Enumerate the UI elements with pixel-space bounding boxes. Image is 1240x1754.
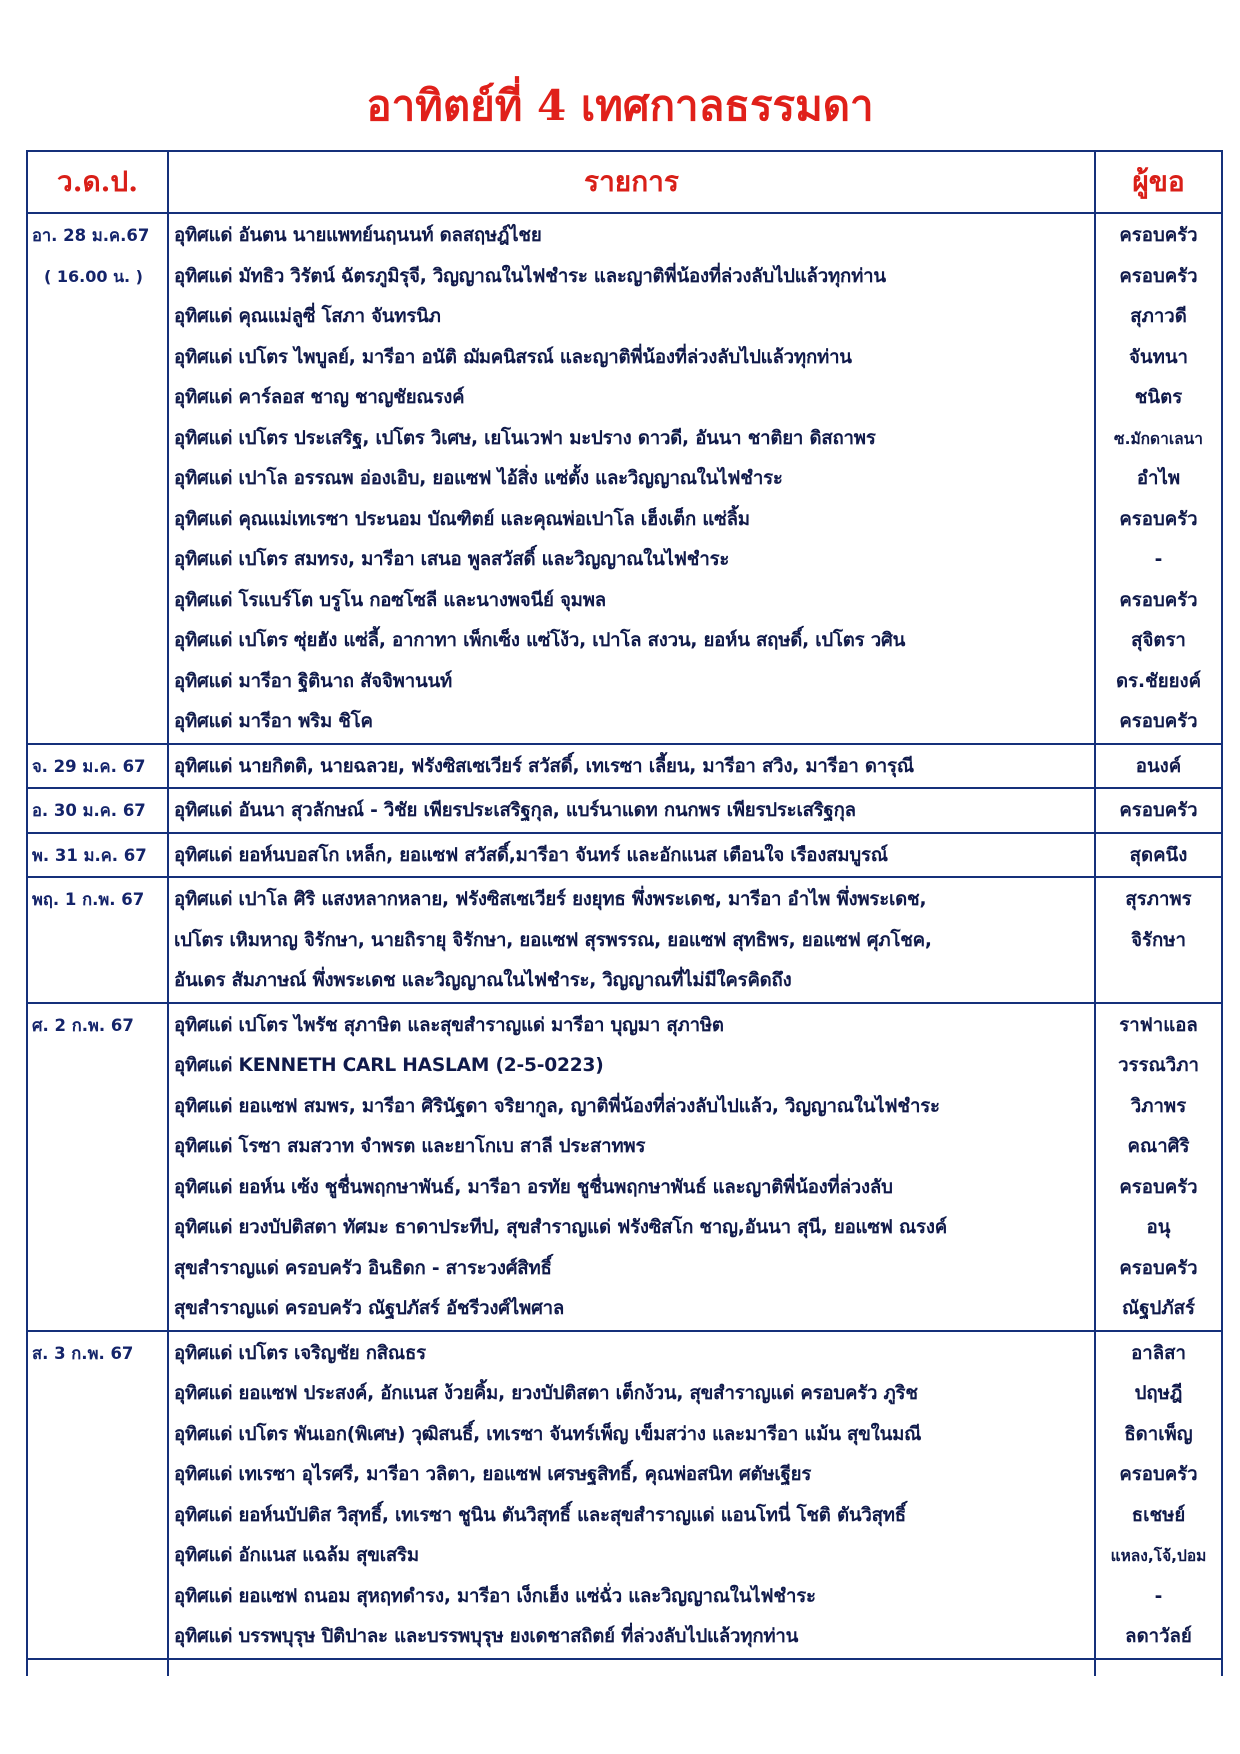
requester-name: จิรักษา — [1131, 929, 1186, 951]
requester-name: แหลง,โจ้,ปอม — [1110, 1547, 1207, 1565]
intention-line: สุขสำราญแด่ ครอบครัว ณัฐปภัสร์ อัชรีวงศ์ไพศาล — [174, 1298, 565, 1319]
header-date: ว.ด.ป. — [27, 151, 168, 213]
requester-name: ครอบครัว — [1119, 265, 1198, 287]
date-text: ศ. 2 ก.พ. 67 — [32, 1015, 134, 1035]
intention-line: อุทิศแด่ เปโตร สมทรง, มารีอา เสนอ พูลสวัสดิ์ และวิญญาณในไฟชำระ — [174, 549, 730, 570]
items-cell — [168, 1003, 1095, 1331]
intention-line: อุทิศแด่ KENNETH CARL HASLAM (2-5-0223) — [174, 1055, 604, 1076]
requester-name: ราฟาแอล — [1119, 1014, 1198, 1036]
date-cell — [27, 744, 168, 789]
requester-name: จันทนา — [1128, 346, 1188, 368]
intention-line: อุทิศแด่ ยอแซฟ ถนอม สุหฤทดำรง, มารีอา เง็กเฮ็ง แซ่ฉั่ว และวิญญาณในไฟชำระ — [174, 1585, 816, 1607]
date-text: อา. 28 ม.ค.67 — [32, 226, 150, 245]
requester-cell — [1095, 1331, 1222, 1659]
requester-name: ปฤษฎี — [1134, 1383, 1183, 1404]
requester-name: คณาศิริ — [1127, 1136, 1190, 1157]
intention-line: อุทิศแด่ เปโตร เจริญชัย กสิณธร — [174, 1342, 426, 1364]
table-body — [27, 213, 1222, 1676]
intention-line: อุทิศแด่ อักแนส แฉล้ม สุขเสริม — [174, 1545, 419, 1566]
intention-line: อุทิศแด่ เทเรซา อุไรศรี, มารีอา วลิตา, ยอแซฟ เศรษฐสิทธิ์, คุณพ่อสนิท ศตัษเฐียร — [174, 1464, 812, 1485]
requester-cell — [1095, 1003, 1222, 1331]
date-cell — [27, 1003, 168, 1331]
requester-name: ครอบครัว — [1119, 711, 1198, 732]
requester-name: ณัฐปภัสร์ — [1122, 1298, 1195, 1319]
requester-name: สุดคนึง — [1129, 844, 1188, 866]
requester-name: ซ.มักดาเลนา — [1114, 429, 1203, 448]
requester-cell — [1095, 213, 1222, 744]
intention-line: อุทิศแด่ นายกิตติ, นายฉลวย, ฟรังซิสเซเวียร์ สวัสดิ์, เทเรซา เลี้ยน, มารีอา สวิง, มารีอา ดารุณี — [174, 755, 914, 777]
date-text: อ. 30 ม.ค. 67 — [32, 801, 146, 820]
intention-line: สุขสำราญแด่ ครอบครัว อินธิดก - สาระวงศ์สิทธิ์ — [174, 1257, 552, 1279]
intention-line: อุทิศแด่ ยอห์นบอสโก เหล็ก, ยอแซฟ สวัสดิ์,มารีอา จันทร์ และอักแนส เตือนใจ เรืองสมบูรณ์ — [174, 844, 888, 866]
date-text: ส. 3 ก.พ. 67 — [32, 1343, 134, 1363]
requester-name: ครอบครัว — [1119, 589, 1198, 611]
requester-name: ครอบครัว — [1119, 800, 1198, 821]
date-cell — [27, 788, 168, 833]
requester-name: ครอบครัว — [1119, 508, 1198, 530]
date-cell — [27, 877, 168, 1003]
intention-line: อุทิศแด่ เปโตร ไพรัช สุภาษิต และสุขสำราญแด่ มารีอา บุญมา สุภาษิต — [174, 1014, 724, 1036]
requester-name: สุภาวดี — [1130, 306, 1187, 327]
intention-line: อุทิศแด่ เปโตร ซุ่ยฮัง แซ่ลี้, อากาทา เพ็กเซ็ง แซ่โง้ว, เปาโล สงวน, ยอห์น สฤษดิ์, เปโตร วศิน — [174, 630, 906, 651]
requester-name: อนุ — [1146, 1217, 1171, 1238]
intention-line: อุทิศแด่ โรแบร์โต บรูโน กอซโซลี และนางพจนีย์ จุมพล — [174, 589, 606, 611]
intention-line: อุทิศแด่ อันนา สุวลักษณ์ - วิชัย เพียรประเสริฐกุล, แบร์นาแดท กนกพร เพียรประเสริฐกุล — [174, 800, 856, 821]
empty-cell — [27, 1659, 168, 1676]
requester-name: - — [1154, 549, 1163, 570]
requester-cell — [1095, 833, 1222, 878]
table-row — [27, 744, 1222, 789]
page-title: อาทิตย์ที่ 4 เทศกาลธรรมดา — [366, 81, 874, 130]
requester-cell — [1095, 788, 1222, 833]
requester-name: อาลิสา — [1131, 1342, 1186, 1364]
date-text: พ. 31 ม.ค. 67 — [32, 845, 147, 865]
time-text: ( 16.00 น. ) — [44, 266, 143, 286]
requester-cell — [1095, 744, 1222, 789]
date-cell — [27, 833, 168, 878]
requester-name: ครอบครัว — [1119, 1464, 1198, 1485]
intention-line: อุทิศแด่ เปโตร พันเอก(พิเศษ) วุฒิสนธิ์, เทเรซา จันทร์เพ็ญ เข็มสว่าง และมารีอา แม้น สุขในมณี — [174, 1423, 922, 1445]
intention-line: อุทิศแด่ คาร์ลอส ชาญ ชาญชัยณรงค์ — [174, 387, 465, 408]
requester-name: สุรภาพร — [1125, 889, 1192, 910]
table-header-row — [27, 151, 1222, 213]
date-text: พฤ. 1 ก.พ. 67 — [32, 890, 145, 909]
requester-name: ธเชษย์ — [1131, 1504, 1186, 1526]
requester-name: ครอบครัว — [1119, 1257, 1198, 1279]
requester-name: อำไพ — [1136, 468, 1181, 489]
items-cell — [168, 877, 1095, 1003]
intention-line: อุทิศแด่ คุณแม่ลูซี่ โสภา จันทรนิภ — [174, 306, 441, 327]
requester-name: ลดาวัลย์ — [1125, 1626, 1192, 1647]
table-row — [27, 788, 1222, 833]
requester-name: สุจิตรา — [1131, 630, 1186, 651]
requester-cell — [1095, 877, 1222, 1003]
intention-line: อุทิศแด่ อันตน นายแพทย์นฤนนท์ ดลสฤษฎ์ไชย — [174, 225, 542, 246]
intention-line: อุทิศแด่ เปโตร ประเสริฐ, เปโตร วิเศษ, เยโนเวฟา มะปราง ดาวดี, อันนา ชาติยา ดิสถาพร — [174, 427, 876, 449]
date-text: จ. 29 ม.ค. 67 — [32, 756, 146, 776]
intention-line: อุทิศแด่ โรซา สมสวาท จำพรต และยาโกเบ สาลี ประสาทพร — [174, 1136, 646, 1157]
intention-line: อุทิศแด่ มัทธิว วิรัตน์ ฉัตรภูมิรุจี, วิญญาณในไฟชำระ และญาติพี่น้องที่ล่วงลับไปแล้วทุกท่าน — [174, 265, 886, 287]
empty-cell — [168, 1659, 1095, 1676]
requester-name: วิภาพร — [1130, 1095, 1187, 1117]
intention-line: อุทิศแด่ บรรพบุรุษ ปิติปาละ และบรรพบุรุษ ยงเดชาสถิตย์ ที่ล่วงลับไปแล้วทุกท่าน — [174, 1626, 799, 1647]
table-row — [27, 1331, 1222, 1659]
header-requester: ผู้ขอ — [1095, 151, 1222, 213]
intention-line: อุทิศแด่ มารีอา พริม ชิโค — [174, 711, 373, 732]
continued-row — [27, 1659, 1222, 1676]
requester-name: ดร.ชัยยงค์ — [1115, 670, 1202, 692]
requester-name: อนงค์ — [1135, 755, 1182, 777]
requester-name: ธิดาเพ็ญ — [1124, 1423, 1193, 1445]
requester-name: ครอบครัว — [1119, 1176, 1198, 1198]
items-cell — [168, 744, 1095, 789]
table-row — [27, 1003, 1222, 1331]
intention-line: อันเดร สัมภาษณ์ พึ่งพระเดช และวิญญาณในไฟชำระ, วิญญาณที่ไม่มีใครคิดถึง — [174, 970, 792, 991]
intention-line: เปโตร เหิมหาญ จิรักษา, นายถิรายุ จิรักษา, ยอแซฟ สุรพรรณ, ยอแซฟ สุทธิพร, ยอแซฟ ศุภโชค, — [174, 929, 932, 951]
intention-line: อุทิศแด่ ยอห์น เซ้ง ชูชื่นพฤกษาพันธ์, มารีอา อรทัย ชูชื่นพฤกษาพันธ์ และญาติพี่น้องที่ล่วงลับ — [174, 1176, 893, 1198]
empty-cell — [1095, 1659, 1222, 1676]
intention-line: อุทิศแด่ ยอห์นบัปติส วิสุทธิ์, เทเรซา ชูนิน ตันวิสุทธิ์ และสุขสำราญแด่ แอนโทนี่ โชติ ตันวิสุทธิ์ — [174, 1504, 906, 1526]
date-cell — [27, 213, 168, 744]
intention-line: อุทิศแด่ คุณแม่เทเรซา ประนอม บัณฑิตย์ และคุณพ่อเปาโล เฮ็งเต็ก แซ่ลิ้ม — [174, 508, 750, 530]
intention-line: อุทิศแด่ ยอแซฟ สมพร, มารีอา ศิรินัฐดา จริยากูล, ญาติพี่น้องที่ล่วงลับไปแล้ว, วิญญาณในไฟชำระ — [174, 1095, 940, 1117]
intention-line: อุทิศแด่ มารีอา ฐิตินาถ สัจจิพานนท์ — [174, 670, 453, 692]
items-cell — [168, 1331, 1095, 1659]
table-row — [27, 213, 1222, 744]
header-items: รายการ — [168, 151, 1095, 213]
intention-line: อุทิศแด่ เปาโล ศิริ แสงหลากหลาย, ฟรังซิสเซเวียร์ ยงยุทธ พึ่งพระเดช, มารีอา อำไพ พึ่งพระเดช, — [174, 889, 927, 910]
requester-name: - — [1154, 1585, 1163, 1607]
requester-name: ครอบครัว — [1119, 225, 1198, 246]
table-row — [27, 833, 1222, 878]
table-row — [27, 877, 1222, 1003]
requester-name: วรรณวิภา — [1118, 1055, 1199, 1076]
items-cell — [168, 833, 1095, 878]
intention-line: อุทิศแด่ ยอแซฟ ประสงค์, อักแนส ง้วยคิ้ม, ยวงบัปติสตา เต็กง้วน, สุขสำราญแด่ ครอบครัว ภูริช — [174, 1383, 918, 1404]
intention-line: อุทิศแด่ เปาโล อรรณพ อ่องเอิบ, ยอแซฟ ไอ้สิ่ง แซ่ตั้ง และวิญญาณในไฟชำระ — [174, 468, 783, 489]
intention-line: อุทิศแด่ ยวงบัปติสตา ทัศมะ ธาดาประทีป, สุขสำราญแด่ ฟรังซิสโก ชาญ,อันนา สุนี, ยอแซฟ ณรงค์ — [174, 1217, 947, 1238]
date-cell — [27, 1331, 168, 1659]
intention-line: อุทิศแด่ เปโตร ไพบูลย์, มารีอา อนัติ ฌัมคนิสรณ์ และญาติพี่น้องที่ล่วงลับไปแล้วทุกท่าน — [174, 346, 852, 368]
mass-intention-table — [26, 150, 1223, 1676]
items-cell — [168, 213, 1095, 744]
items-cell — [168, 788, 1095, 833]
requester-name: ชนิตร — [1134, 387, 1183, 408]
